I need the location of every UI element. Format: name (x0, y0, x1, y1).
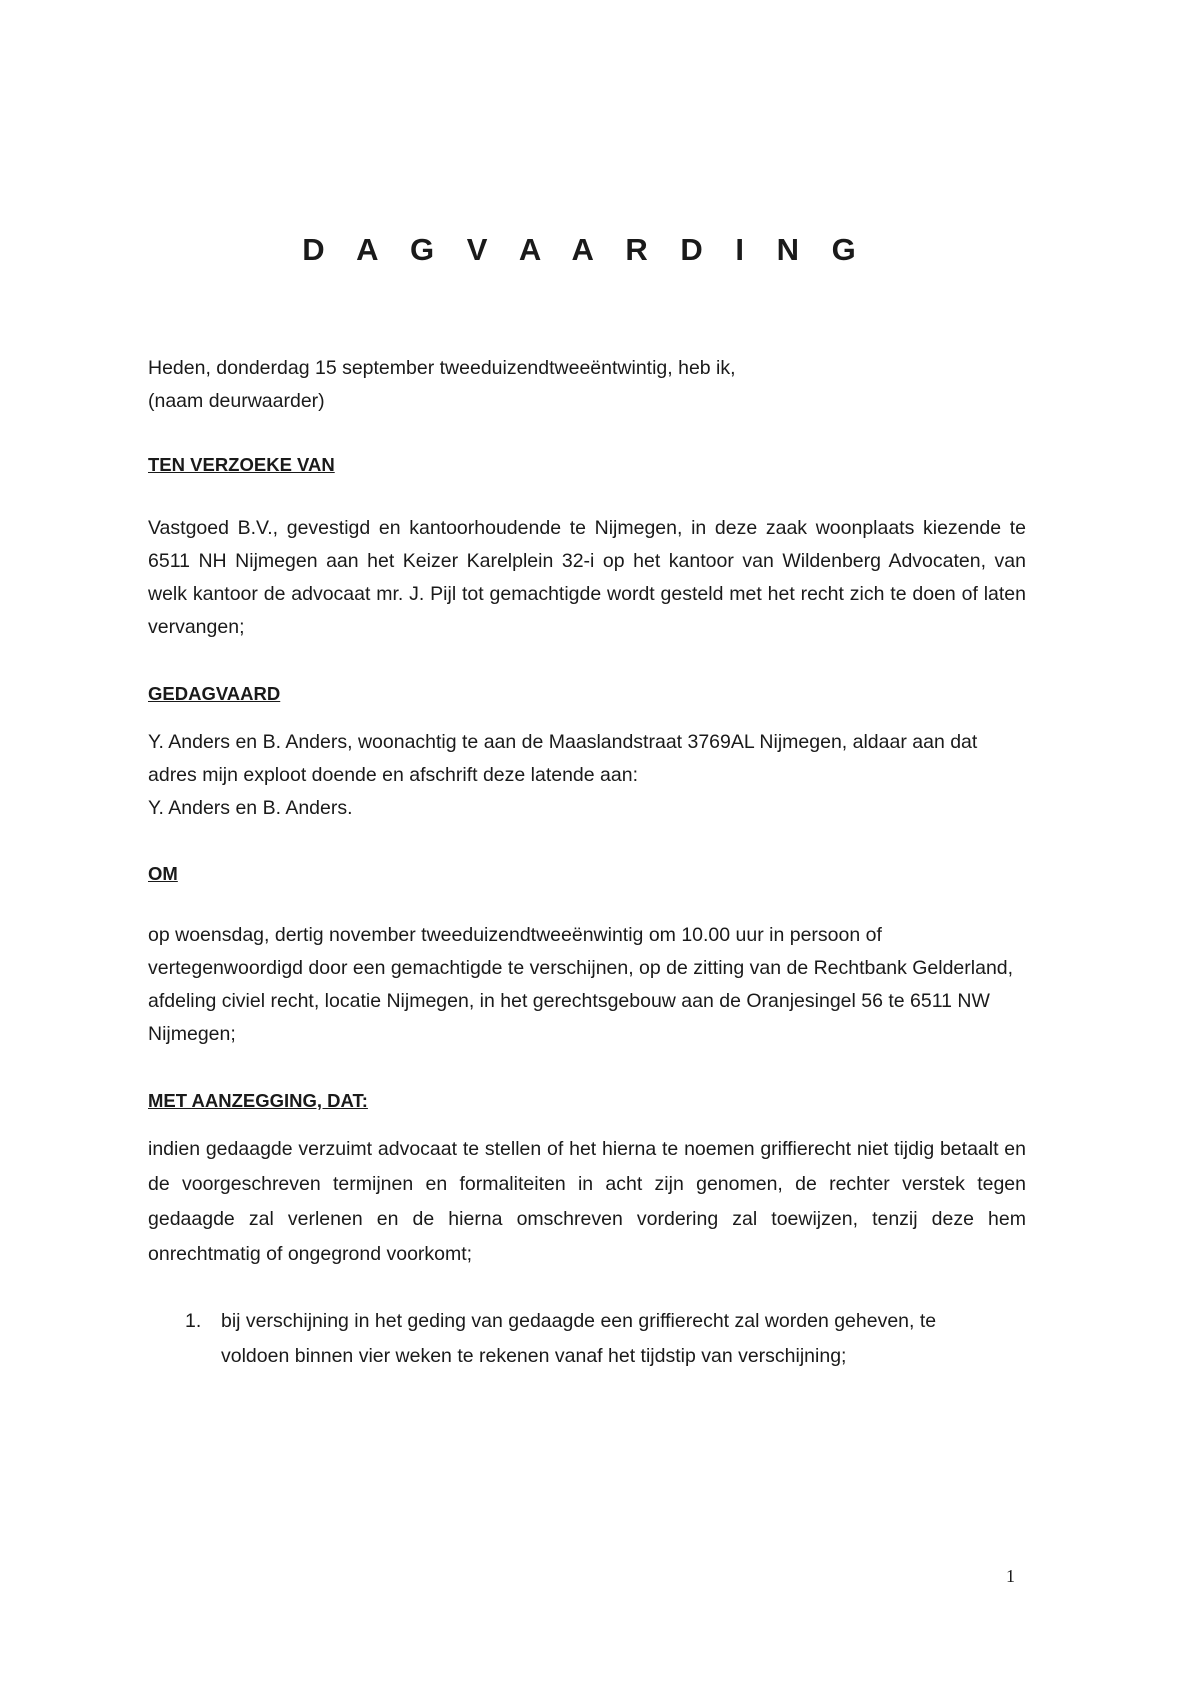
aanzegging-text (148, 1132, 1026, 1272)
intro-line-date: Heden, donderdag 15 september tweeduizendtweeëntwintig, heb ik, (148, 357, 736, 379)
hearing-paragraph: op woensdag, dertig november tweeduizendtweeënwintig om 10.00 uur in persoon of vertegenwoordigd door een gemachtigde te verschijnen, op de zitting van de Rechtbank Gelderland, afdeling civiel recht, locatie Nijmegen, in het gerechtsgebouw aan de Oranjesingel 56 te 6511 NW Nijmegen; (148, 924, 1014, 1045)
intro-line-bailiff: (naam deurwaarder) (148, 390, 325, 412)
ten-verzoeke-van-text (148, 512, 1026, 644)
heading-met-aanzegging: MET AANZEGGING, DAT: (148, 1090, 368, 1111)
list-item-number: 1. (185, 1310, 202, 1332)
defendant-paragraph: Y. Anders en B. Anders, woonachtig te aan de Maaslandstraat 3769AL Nijmegen, aldaar aan dat adres mijn exploot doende en afschrift deze latende aan: (148, 731, 978, 786)
heading-om: OM (148, 863, 178, 884)
claimant-paragraph: Vastgoed B.V., gevestigd en kantoorhoudende te Nijmegen, in deze zaak woonplaats kiezende te 6511 NH Nijmegen aan het Keizer Karelplein 32-i op het kantoor van Wildenberg Advocaten, van welk kantoor de advocaat mr. J. Pijl tot gemachtigde wordt gesteld met het recht zich te doen of laten vervangen; (148, 517, 1026, 638)
list-item-text: bij verschijning in het geding van gedaagde een griffierecht zal worden geheven, te voldoen binnen vier weken te rekenen vanaf het tijdstip van verschijning; (221, 1310, 937, 1367)
document-title: D A G V A A R D I N G (302, 232, 868, 267)
gedagvaard-text (148, 726, 1026, 825)
intro-block (148, 352, 1026, 418)
defendant-names: Y. Anders en B. Anders. (148, 797, 353, 819)
om-text (148, 919, 1026, 1051)
heading-gedagvaard: GEDAGVAARD (148, 683, 281, 704)
default-judgment-paragraph: indien gedaagde verzuimt advocaat te stellen of het hierna te noemen griffierecht niet tijdig betaalt en de voorgeschreven termijnen en formaliteiten in acht zijn genomen, de rechter verstek tegen gedaagde zal verlenen en de hierna omschreven vordering zal toewijzen, tenzij deze hem onrechtmatig of ongegrond voorkomt; (148, 1138, 1026, 1265)
page-number: 1 (1006, 1566, 1015, 1586)
heading-ten-verzoeke-van: TEN VERZOEKE VAN (148, 454, 335, 475)
